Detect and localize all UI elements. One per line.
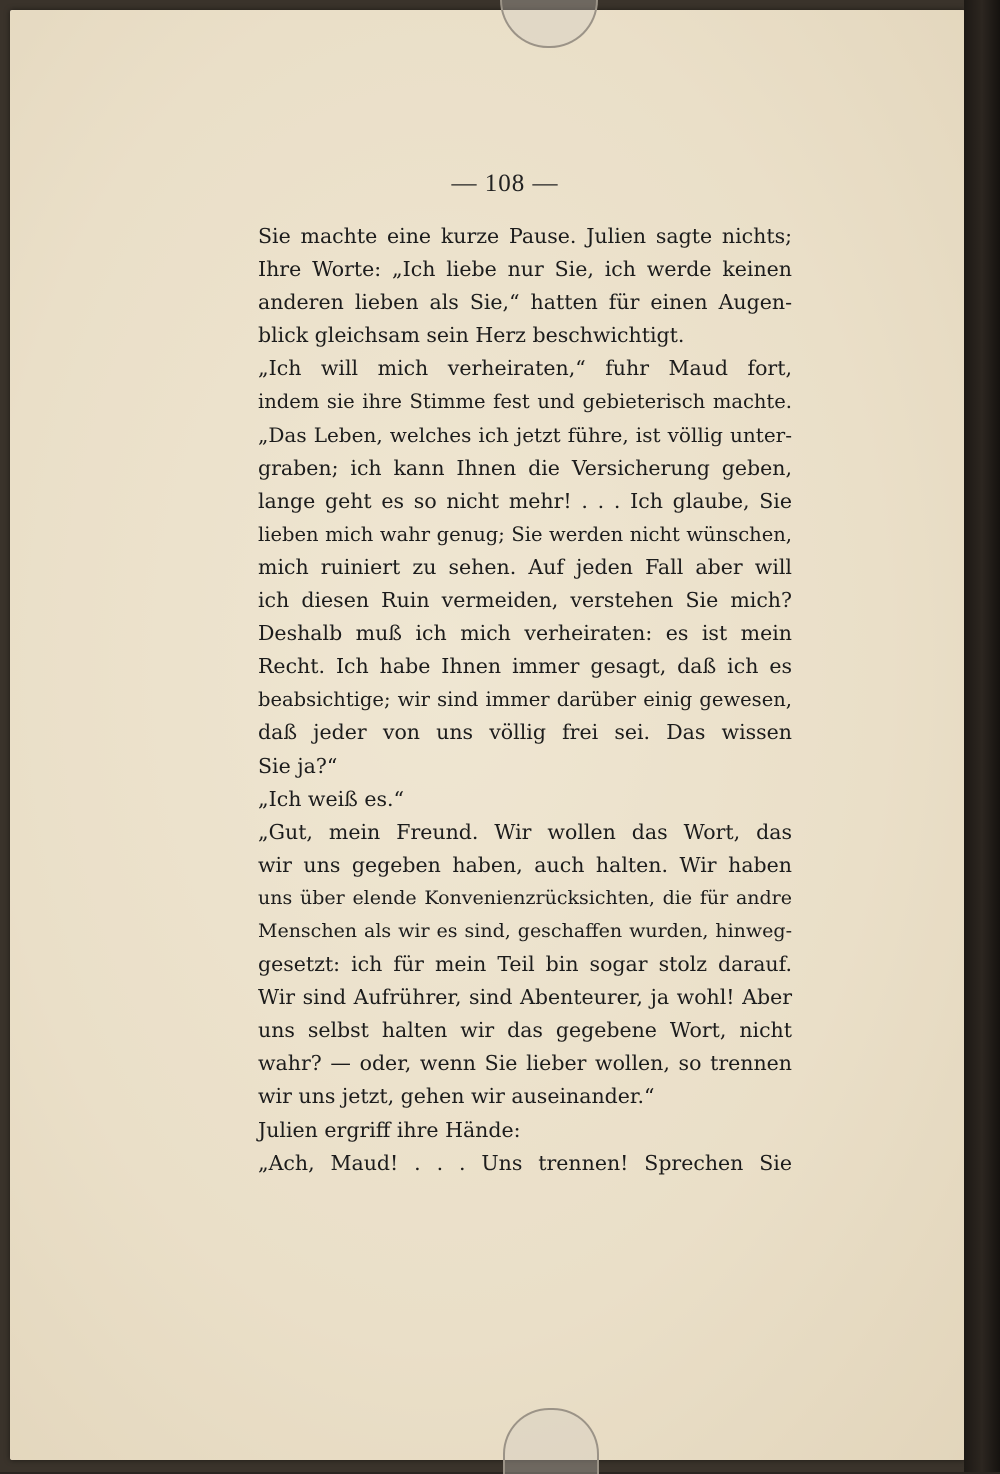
text-line: Menschen als wir es sind, geschaffen wurden, hinweg- — [258, 919, 792, 942]
text-line: „Ach, Maud! . . . Uns trennen! Sprechen Sie — [258, 1150, 792, 1175]
text-line: wahr? — oder, wenn Sie lieber wollen, so trennen — [258, 1051, 792, 1076]
book-spine-edge — [964, 0, 1000, 1472]
text-line: mich ruiniert zu sehen. Auf jeden Fall aber will — [258, 554, 792, 579]
text-line: ich diesen Ruin vermeiden, verstehen Sie mich? — [258, 588, 792, 613]
text-line: graben; ich kann Ihnen die Versicherung geben, — [258, 455, 792, 480]
text-line: Julien ergriff ihre Hände: — [258, 1117, 521, 1142]
text-line: „Das Leben, welches ich jetzt führe, ist völlig unter- — [258, 422, 792, 447]
text-line: blick gleichsam sein Herz beschwichtigt. — [258, 323, 685, 348]
text-line: Wir sind Aufrührer, sind Abenteurer, ja wohl! Aber — [258, 985, 792, 1010]
page-number: — 108 — — [451, 170, 559, 197]
text-line: Deshalb muß ich mich verheiraten: es ist mein — [258, 621, 792, 646]
text-line: „Ich weiß es.“ — [258, 786, 405, 811]
text-line: Sie ja?“ — [258, 753, 338, 778]
body-text — [258, 220, 792, 1180]
text-line: anderen lieben als Sie,“ hatten für einen Augen- — [258, 290, 792, 315]
text-line: uns selbst halten wir das gegebene Wort, nicht — [258, 1018, 792, 1043]
text-line: Recht. Ich habe Ihnen immer gesagt, daß ich es — [258, 654, 792, 679]
text-line: daß jeder von uns völlig frei sei. Das wissen — [258, 720, 792, 745]
text-line: Ihre Worte: „Ich liebe nur Sie, ich werde keinen — [258, 257, 792, 282]
text-line: beabsichtige; wir sind immer darüber einig gewesen, — [258, 688, 792, 712]
text-line: „Gut, mein Freund. Wir wollen das Wort, das — [258, 819, 792, 844]
text-line: wir uns jetzt, gehen wir auseinander.“ — [258, 1084, 655, 1109]
text-line: uns über elende Konvenienzrücksichten, die für andre — [258, 886, 792, 909]
text-line: lange geht es so nicht mehr! . . . Ich glaube, Sie — [258, 488, 792, 513]
text-line: Sie machte eine kurze Pause. Julien sagte nichts; — [258, 224, 792, 248]
text-line: wir uns gegeben haben, auch halten. Wir haben — [258, 852, 792, 877]
text-line: „Ich will mich verheiraten,“ fuhr Maud fort, — [258, 356, 792, 381]
text-line: indem sie ihre Stimme fest und gebieterisch machte. — [258, 390, 792, 414]
text-line: lieben mich wahr genug; Sie werden nicht wünschen, — [258, 522, 792, 546]
text-line: gesetzt: ich für mein Teil bin sogar stolz darauf. — [258, 952, 792, 977]
